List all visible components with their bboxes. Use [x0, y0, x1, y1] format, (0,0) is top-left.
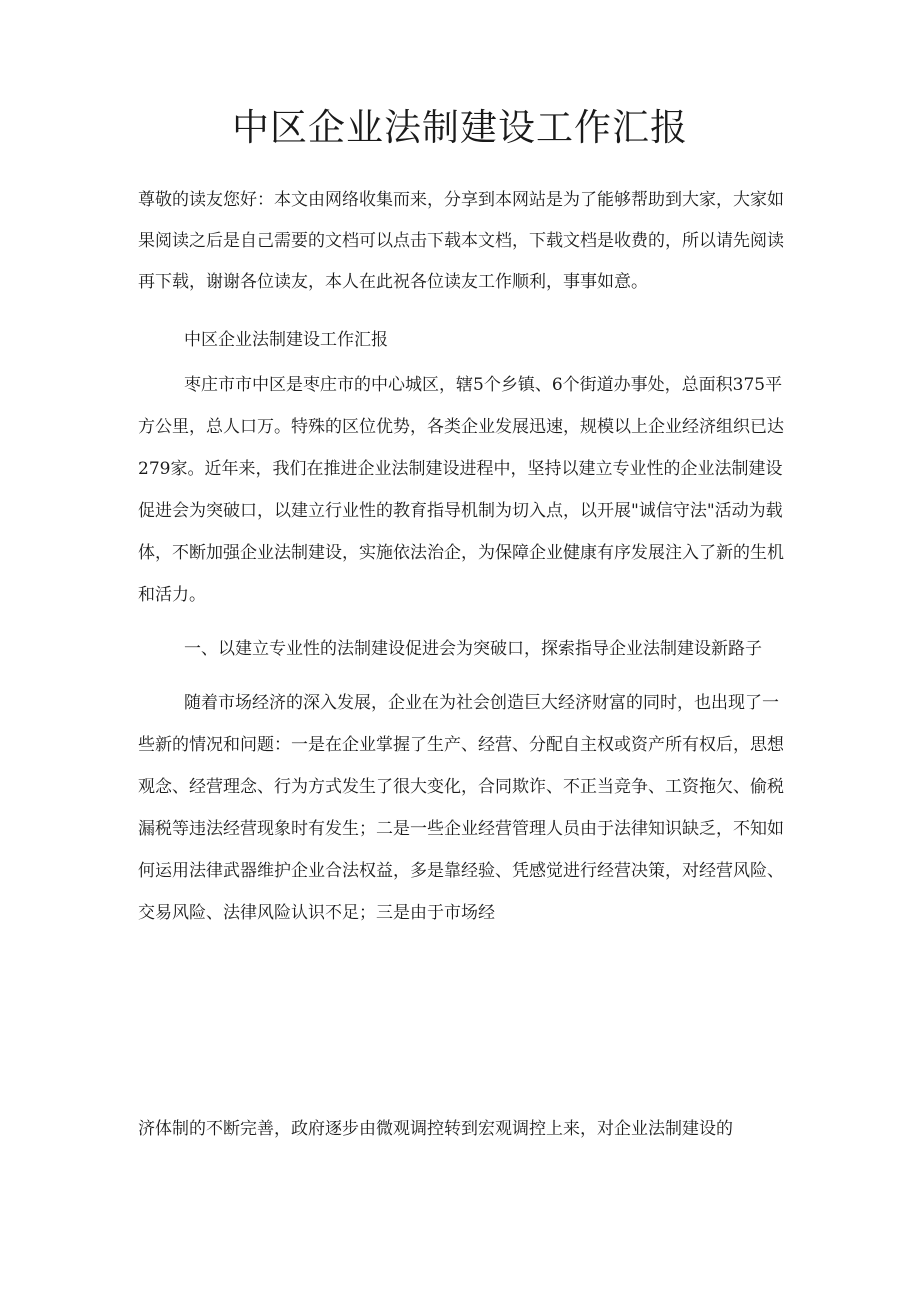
continuation-text: 济体制的不断完善，政府逐步由微观调控转到宏观调控上来，对企业法制建设的: [138, 1119, 733, 1139]
section-heading: 一、以建立专业性的法制建设促进会为突破口，探索指导企业法制建设新路子: [184, 639, 762, 659]
body-paragraph: 随着市场经济的深入发展，企业在为社会创造巨大经济财富的同时，也出现了一些新的情况和问题：一是在企业掌握了生产、经营、分配自主权或资产所有权后，思想观念、经营理念、行为方式发生了很大变化，合同欺诈、不正当竞争、工资拖欠、偷税漏税等违法经营现象时有发生；二是一些企业经营管理人员由于法律知识缺乏，不知如何运用法律武器维护企业合法权益，多是靠经验、凭感觉进行经营决策，对经营风险、交易风险、法律风险认识不足；三是由于市场经: [138, 693, 784, 923]
intro-paragraph: 尊敬的读友您好：本文由网络收集而来，分享到本网站是为了能够帮助到大家，大家如果阅读之后是自己需要的文档可以点击下载本文档，下载文档是收费的，所以请先阅读再下载，谢谢各位读友，本人在此祝各位读友工作顺利，事事如意。: [138, 190, 784, 292]
body-text: [138, 364, 788, 946]
document-title: 中区企业法制建设工作汇报: [232, 106, 688, 149]
body-paragraph: 枣庄市市中区是枣庄市的中心城区，辖5个乡镇、6个街道办事处，总面积375平方公里，总人口万。特殊的区位优势，各类企业发展迅速，规模以上企业经济组织已达279家。近年来，我们在推进企业法制建设进程中，坚持以建立专业性的企业法制建设促进会为突破口，以建立行业性的教育指导机制为切入点，以开展"诚信守法"活动为载体，不断加强企业法制建设，实施依法治企，为保障企业健康有序发展注入了新的生机和活力。: [138, 375, 784, 605]
section-subtitle: 中区企业法制建设工作汇报: [184, 330, 388, 350]
